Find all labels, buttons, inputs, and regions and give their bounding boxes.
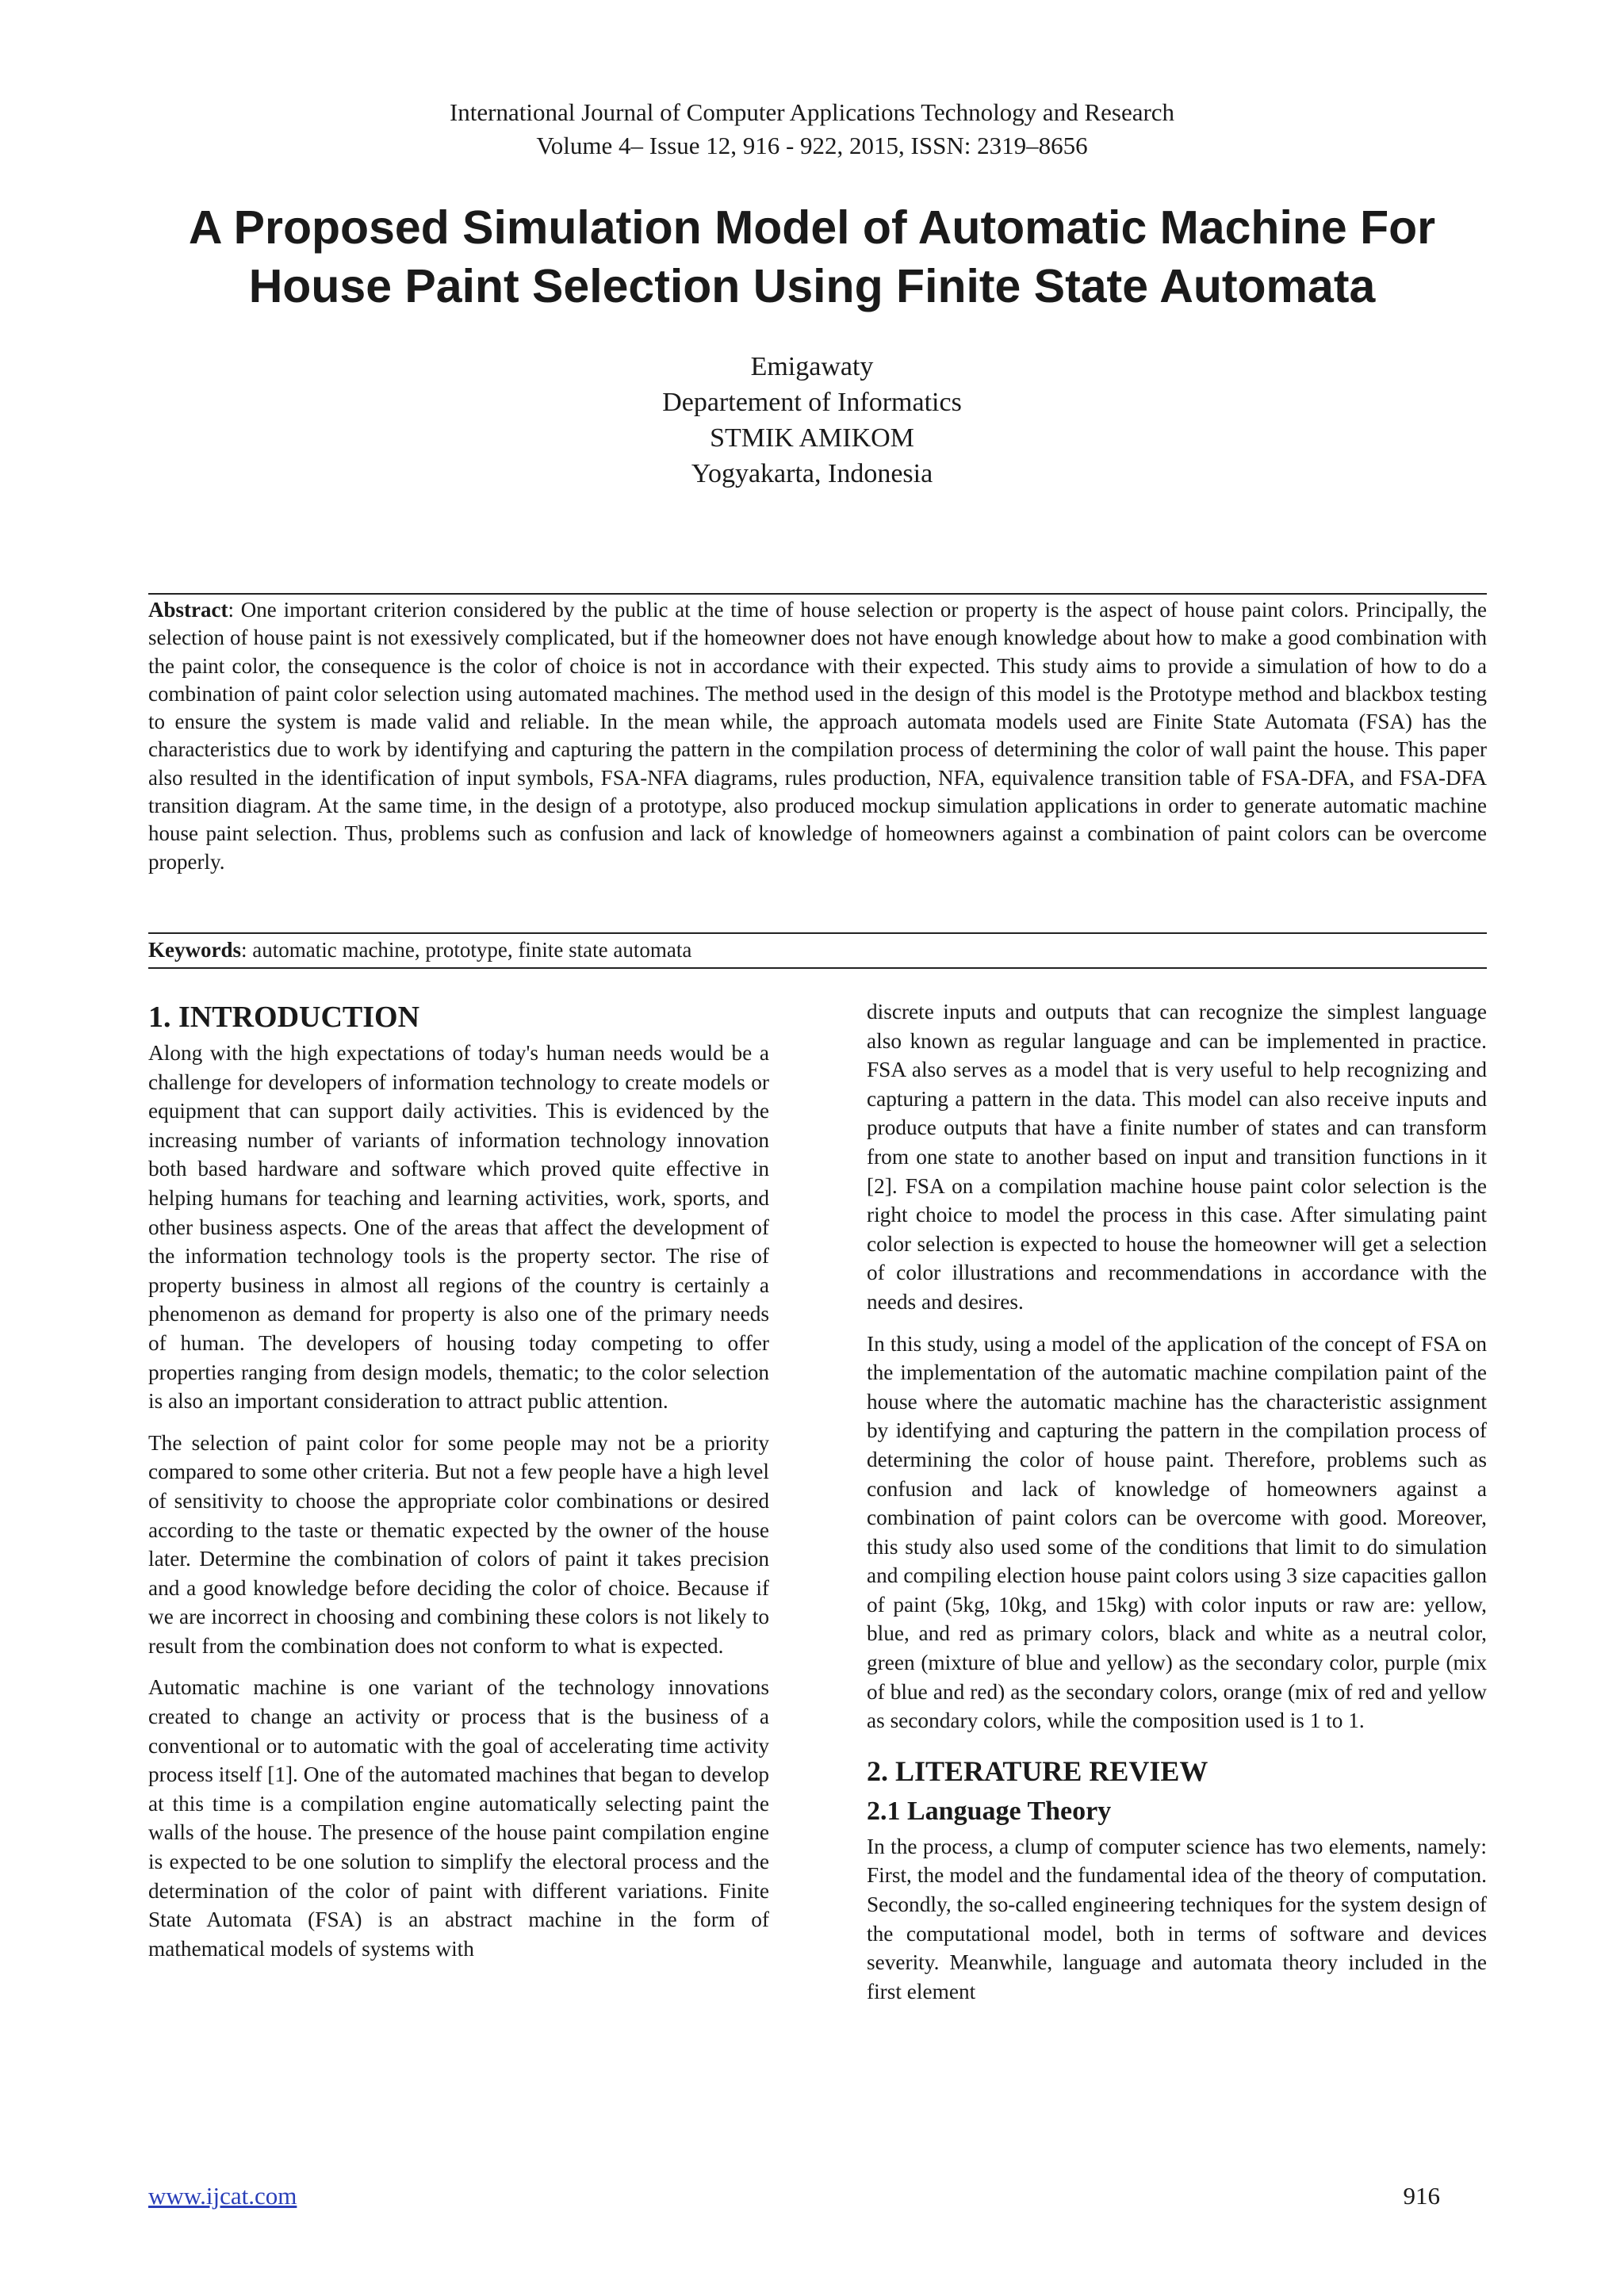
author-institution: STMIK AMIKOM xyxy=(710,423,914,453)
page-number: 916 xyxy=(1403,2182,1440,2210)
keywords-text: : automatic machine, prototype, finite state automata xyxy=(241,938,692,962)
author-location: Yogyakarta, Indonesia xyxy=(691,459,933,488)
keywords xyxy=(148,936,1487,964)
intro-paragraph-3: Automatic machine is one variant of the technology innovations created to change an activity or process that is the business of a conventional or to automatic with the goal of accelerating time activity process itself [1]. One of the automated machines that began to develop at this time is a compilation engine automatically selecting paint the walls of the house. The presence of the house paint compilation engine is expected to be one solution to simplify the electoral process and the determination of the color of paint with different variations. Finite State Automata (FSA) is an abstract machine in the form of mathematical models of systems with xyxy=(148,1675,769,1961)
keywords-label: Keywords xyxy=(148,938,241,962)
intro-paragraph-1: Along with the high expectations of today's human needs would be a challenge for developers of information technology to create models or equipment that can support daily activities. This is evidenced by the increasing number of variants of information technology innovation both based hardware and software which proved quite effective in helping humans for teaching and learning activities, work, sports, and other business aspects. One of the areas that affect the development of the information technology tools is the property sector. The rise of property business in almost all regions of the country is certainly a phenomenon as demand for property is also one of the primary needs of human. The developers of housing today competing to offer properties ranging from design models, thematic; to the color selection is also an important consideration to attract public attention. xyxy=(148,1041,769,1414)
abstract-top-rule xyxy=(148,593,1487,595)
keywords-top-rule xyxy=(148,932,1487,934)
author-name: Emigawaty xyxy=(750,352,874,381)
keywords-bottom-rule xyxy=(148,967,1487,969)
right-paragraph-1: discrete inputs and outputs that can recognize the simplest language also known as regular language and can be implemented in practice. FSA also serves as a model that is very useful to help recognizing and capturing a pattern in the data. This model can also receive inputs and produce outputs that have a finite number of states and can transform from one state to another based on input and transition functions in it [2]. FSA on a compilation machine house paint color selection is the right choice to model the process in this case. After simulating paint color selection is expected to house the homeowner will get a selection of color illustrations and recommendations in accordance with the needs and desires. xyxy=(867,1000,1487,1314)
right-paragraph-2: In this study, using a model of the application of the concept of FSA on the implementation of the automatic machine compilation paint of the house where the automatic machine has the characteristic assignment by identifying and capturing the pattern in the compilation process of determining the color of house paint. Therefore, problems such as confusion and lack of knowledge of homeowners against a combination of paint colors can be overcome with good. Moreover, this study also used some of the conditions that limit to do simulation and compiling election house paint colors using 3 size capacities gallon of paint (5kg, 10kg, and 15kg) with color inputs or raw are: yellow, blue, and red as primary colors, black and white as a neutral color, green (mixture of blue and yellow) as the secondary color, purple (mix of blue and red) as the secondary colors, orange (mix of red and yellow as secondary colors, while the composition used is 1 to 1. xyxy=(867,1331,1487,1733)
journal-name: International Journal of Computer Applications Technology and Research xyxy=(449,98,1175,126)
abstract-label: Abstract xyxy=(148,598,228,622)
author-department: Departement of Informatics xyxy=(662,388,962,417)
right-column xyxy=(867,997,1487,2006)
paper-title: A Proposed Simulation Model of Automatic Machine For House Paint Selection Using Finite State Automata xyxy=(188,201,1436,312)
left-column xyxy=(148,999,769,1963)
abstract-text: : One important criterion considered by the public at the time of house selection or property is the aspect of house paint colors. Principally, the selection of house paint is not exessively complicated, but if the homeowner does not have enough knowledge about how to make a good combination with the paint color, the consequence is the color of choice is not in accordance with their expected. This study aims to provide a simulation of how to do a combination of paint color selection using automated machines. The method used in the design of this model is the Prototype method and blackbox testing to ensure the system is made valid and reliable. In the mean while, the approach automata models used are Finite State Automata (FSA) has the characteristics due to work by identifying and capturing the pattern in the compilation process of determining the color of wall paint the house. This paper also resulted in the identification of input symbols, FSA-NFA diagrams, rules production, NFA, equivalence transition table of FSA-DFA, and FSA-DFA transition diagram. At the same time, in the design of a prototype, also produced mockup simulation applications in order to generate automatic machine house paint selection. Thus, problems such as confusion and lack of knowledge of homeowners against a combination of paint colors can be overcome properly. xyxy=(148,598,1487,874)
journal-website-link[interactable]: www.ijcat.com xyxy=(148,2182,297,2210)
language-theory-paragraph: In the process, a clump of computer science has two elements, namely: First, the model and the fundamental idea of the theory of computation. Secondly, the so-called engineering techniques for the system design of the computational model, both in terms of software and devices severity. Meanwhile, language and automata theory included in the first element xyxy=(867,1834,1487,2003)
language-theory-heading: 2.1 Language Theory xyxy=(867,1796,1112,1826)
introduction-heading: 1. INTRODUCTION xyxy=(148,1001,420,1034)
intro-paragraph-2: The selection of paint color for some people may not be a priority compared to some other criteria. But not a few people have a high level of sensitivity to choose the appropriate color combinations or desired according to the taste or thematic expected by the owner of the house later. Determine the combination of colors of paint it takes precision and a good knowledge before deciding the color of choice. Because if we are incorrect in choosing and combining these colors is not likely to result from the combination does not conform to what is expected. xyxy=(148,1430,769,1658)
literature-review-heading: 2. LITERATURE REVIEW xyxy=(867,1755,1208,1787)
journal-volume: Volume 4– Issue 12, 916 - 922, 2015, ISSN: 2319–8656 xyxy=(536,132,1088,159)
author-block xyxy=(0,349,1624,492)
abstract xyxy=(148,596,1487,876)
